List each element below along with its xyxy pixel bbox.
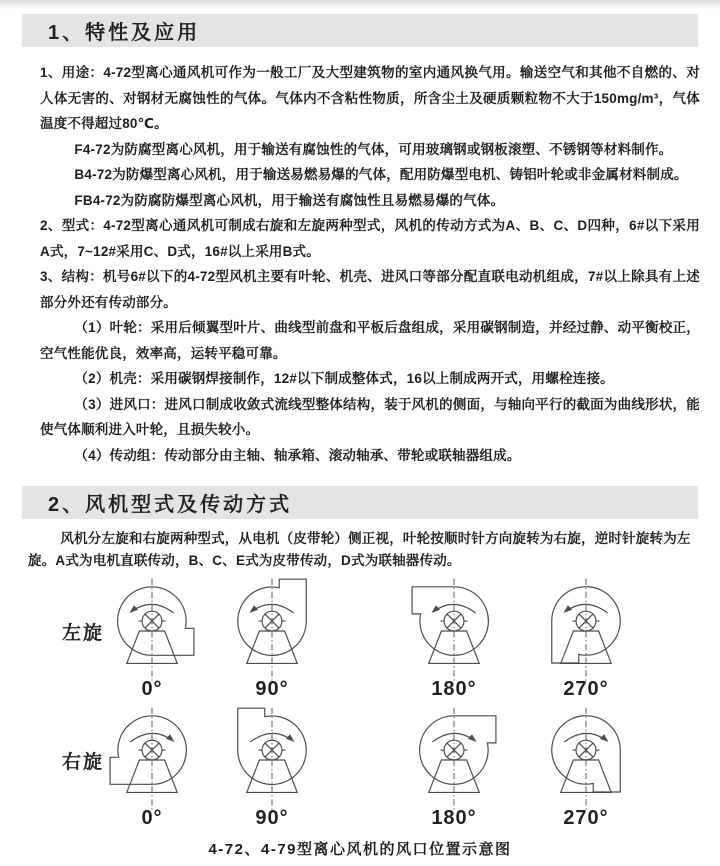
- paragraph-impeller: （1）叶轮：采用后倾翼型叶片、曲线型前盘和平板后盘组成，采用碳钢制造，并经过静、动平衡校正，空气性能优良，效率高，运转平稳可靠。: [40, 320, 700, 361]
- fan-diagram-left-0deg-icon: [99, 576, 205, 686]
- fan-cell-left-0: [96, 576, 208, 701]
- section1-body: [40, 60, 700, 468]
- fan-diagram-right-0deg-icon: [99, 705, 205, 815]
- page-top-shadow: [0, 0, 720, 9]
- angle-label: 270°: [563, 678, 609, 700]
- angle-label: 270°: [563, 807, 609, 829]
- paragraph-type: 2、型式：4-72型离心通风机可制成右旋和左旋两种型式，风机的传动方式为A、B、C、D四种，6#以下采用A式，7~12#采用C、D式，16#以上采用B式。: [40, 218, 700, 259]
- paragraph-usage: 1、用途：4-72型离心通风机可作为一般工厂及大型建筑物的室内通风换气用。输送空气和其他不自燃的、对人体无害的、对钢材无腐蚀性的气体。气体内不含粘性物质，所含尘土及硬质颗粒物不大于150mg/m³，气体温度不得超过80℃。: [40, 65, 700, 131]
- section2-intro: 风机分左旋和右旋两种型式，从电机（皮带轮）侧正视，叶轮按顺时针方向旋转为右旋，逆时针旋转为左旋。A式为电机直联传动，B、C、E式为皮带传动，D式为联轴器传动。: [28, 531, 691, 568]
- fan-cell-right-90: [216, 705, 328, 830]
- section1-title: 1、特性及应用: [48, 22, 201, 44]
- paragraph-casing: （2）机壳：采用碳钢焊接制作，12#以下制成整体式，16以上制成两开式，用螺栓连接。: [74, 371, 614, 386]
- angle-label: 90°: [255, 678, 289, 700]
- fan-diagram-right-90deg-icon: [219, 705, 325, 815]
- fan-cell-left-270: [530, 576, 642, 701]
- angle-label: 90°: [255, 807, 289, 829]
- paragraph-inlet: （3）进风口：进风口制成收敛式流线型整体结构，装于风机的侧面，与轴向平行的截面为曲线形状，能使气体顺利进入叶轮，且损失较小。: [40, 396, 700, 437]
- paragraph-fb4-72: FB4-72为防腐防爆型离心风机，用于输送有腐蚀性且易燃易爆的气体。: [74, 192, 505, 208]
- section1-header: [22, 14, 698, 47]
- paragraph-b4-72: B4-72为防爆型离心风机，用于输送易燃易爆的气体，配用防爆型电机、铸铝叶轮或非金属材料制成。: [74, 167, 688, 182]
- fan-diagram-left-270deg-icon: [533, 576, 639, 686]
- fan-diagram-left-90deg-icon: [219, 576, 325, 686]
- section2-header: [22, 486, 698, 519]
- angle-label: 180°: [431, 678, 477, 700]
- rotation-label-left: 左旋: [62, 623, 105, 644]
- fan-diagram-left-180deg-icon: [401, 576, 507, 686]
- fan-cell-left-180: [398, 576, 510, 701]
- fan-row-right-rotation: [62, 705, 720, 830]
- angle-label: 0°: [141, 807, 163, 829]
- paragraph-structure: 3、结构：机号6#以下的4-72型风机主要有叶轮、机壳、进风口等部分配直联电动机组成，7#以上除具有上述部分外还有传动部分。: [40, 269, 700, 310]
- fan-row-left-rotation: [62, 576, 720, 701]
- rotation-label-right: 右旋: [62, 752, 105, 773]
- fan-cell-right-0: [96, 705, 208, 830]
- angle-label: 180°: [431, 807, 477, 829]
- diagram-caption: 4-72、4-79型离心风机的风口位置示意图: [208, 841, 512, 858]
- fan-diagram-right-180deg-icon: [401, 705, 507, 815]
- paragraph-f4-72: F4-72为防腐型离心风机，用于输送有腐蚀性的气体，可用玻璃钢或钢板滚塑、不锈钢等材料制作。: [74, 141, 673, 157]
- fan-cell-right-270: [530, 705, 642, 830]
- fan-cell-right-180: [398, 705, 510, 830]
- angle-label: 0°: [141, 678, 163, 700]
- fan-cell-left-90: [216, 576, 328, 701]
- paragraph-drive-group: （4）传动组：传动部分由主轴、轴承箱、滚动轴承、带轮或联轴器组成。: [74, 447, 521, 463]
- section2-title: 2、风机型式及传动方式: [48, 494, 293, 516]
- fan-diagram-right-270deg-icon: [533, 705, 639, 815]
